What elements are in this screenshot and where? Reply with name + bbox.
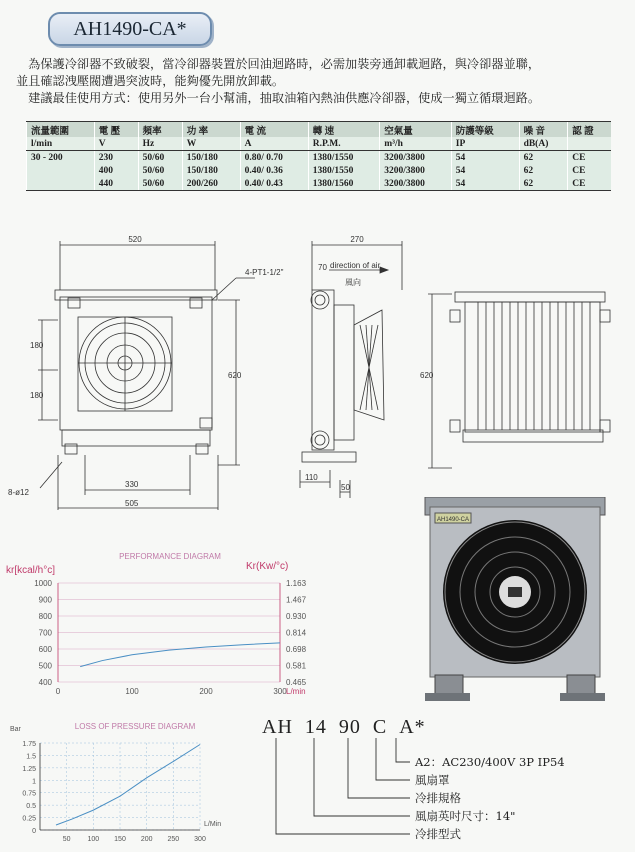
unit-cell: Hz xyxy=(138,137,182,151)
dim-label: 70 xyxy=(318,263,327,272)
chart-title: LOSS OF PRESSURE DIAGRAM xyxy=(74,722,196,731)
y-right-tick-label: 0.581 xyxy=(286,661,307,671)
x-axis-label: L/min xyxy=(286,687,306,696)
table-cell: 62 xyxy=(519,151,568,165)
spec-header-row xyxy=(27,122,612,138)
table-cell: 3200/3800 xyxy=(380,151,452,165)
header-cell: 電 流 xyxy=(240,122,308,138)
y-tick-label: 1.75 xyxy=(22,741,36,748)
dim-label: 180 xyxy=(30,391,44,400)
spec-table xyxy=(26,121,611,191)
table-cell: 54 xyxy=(451,164,519,177)
pressure-loss-chart xyxy=(0,715,230,845)
table-cell xyxy=(27,164,95,177)
table-cell: CE xyxy=(568,164,611,177)
table-cell: CE xyxy=(568,177,611,191)
model-legend-line: 風扇英吋尺寸：14" xyxy=(415,809,516,823)
dim-label: 180 xyxy=(30,341,44,350)
y-axis-left-label: kr[kcal/h°c] xyxy=(6,565,56,576)
y-tick-label: 0.75 xyxy=(22,790,36,798)
model-legend-line: 風扇罩 xyxy=(415,773,450,787)
x-axis-label: L/Min xyxy=(204,821,222,828)
y-right-tick-label: 1.163 xyxy=(286,579,307,588)
unit-cell: dB(A) xyxy=(519,137,568,151)
x-tick-label: 250 xyxy=(167,836,180,843)
table-cell: 62 xyxy=(519,164,568,177)
technical-drawing xyxy=(0,230,635,515)
header-cell: 功 率 xyxy=(182,122,240,138)
y-tick-label: 700 xyxy=(38,628,52,638)
spec-unit-row xyxy=(27,137,612,151)
y-right-tick-label: 0.465 xyxy=(286,678,307,687)
header-cell: 流量範圍 xyxy=(27,122,95,138)
table-cell: 3200/3800 xyxy=(380,164,452,177)
table-cell: 1380/1560 xyxy=(308,177,380,191)
series-line xyxy=(80,643,280,667)
table-cell: 200/260 xyxy=(182,177,240,191)
unit-cell: W xyxy=(182,137,240,151)
unit-cell: R.P.M. xyxy=(308,137,380,151)
unit-cell: m³/h xyxy=(380,137,452,151)
dim-label: 620 xyxy=(228,371,242,380)
table-cell: 54 xyxy=(451,177,519,191)
y-tick-label: 500 xyxy=(38,661,52,671)
x-tick-label: 200 xyxy=(199,687,213,696)
x-tick-label: 300 xyxy=(194,836,206,843)
table-row xyxy=(27,151,612,165)
y-axis-label: Bar xyxy=(10,726,21,733)
table-cell: 1380/1550 xyxy=(308,164,380,177)
dim-label: 風向 xyxy=(345,278,361,287)
performance-chart xyxy=(0,545,330,705)
y-tick-label: 800 xyxy=(38,612,52,621)
table-cell: 1380/1550 xyxy=(308,151,380,165)
dim-label: direction of air xyxy=(330,261,381,270)
table-cell: 54 xyxy=(451,151,519,165)
table-cell xyxy=(27,177,95,191)
y-tick-label: 1.25 xyxy=(22,765,36,773)
y-right-tick-label: 0.698 xyxy=(286,645,307,654)
header-cell: 電 壓 xyxy=(94,122,138,138)
table-cell: 150/180 xyxy=(182,151,240,165)
dim-label: 520 xyxy=(128,235,142,244)
model-part: 90 xyxy=(338,716,361,738)
dim-label: 50 xyxy=(341,483,350,492)
table-row xyxy=(27,177,612,191)
x-tick-label: 0 xyxy=(55,687,61,696)
table-cell: 50/60 xyxy=(138,177,182,191)
dim-label: 505 xyxy=(125,499,139,508)
y-right-tick-label: 0.930 xyxy=(286,612,307,621)
table-cell: 0.80/ 0.70 xyxy=(240,151,308,165)
dim-label: 8-ø12 xyxy=(8,488,29,497)
header-cell: 空氣量 xyxy=(380,122,452,138)
model-part: C xyxy=(372,716,388,738)
x-tick-label: 150 xyxy=(114,836,126,843)
table-cell: 3200/3800 xyxy=(380,177,452,191)
table-cell: 440 xyxy=(94,177,138,191)
header-cell: 頻率 xyxy=(138,122,182,138)
unit-cell xyxy=(568,137,611,151)
unit-cell: l/min xyxy=(27,137,95,151)
header-cell: 防護等級 xyxy=(451,122,519,138)
dim-label: 110 xyxy=(305,473,318,482)
dim-label: 270 xyxy=(350,235,364,244)
unit-cell: A xyxy=(240,137,308,151)
model-code xyxy=(262,716,426,739)
product-photo xyxy=(415,497,615,712)
table-cell: 50/60 xyxy=(138,151,182,165)
model-legend-line: 冷排型式 xyxy=(415,827,461,841)
table-cell: 0.40/ 0.43 xyxy=(240,177,308,191)
y-tick-label: 1000 xyxy=(34,579,52,588)
y-right-tick-label: 1.467 xyxy=(286,595,307,605)
y-axis-right-label: Kr(Kw/°c) xyxy=(246,561,289,572)
x-tick-label: 300 xyxy=(273,687,287,696)
intro-line: 並且確認洩壓閥遭遇突波時，能夠優先開放卸載。 xyxy=(16,74,285,88)
table-cell: 150/180 xyxy=(182,164,240,177)
header-cell: 噪 音 xyxy=(519,122,568,138)
table-cell: 400 xyxy=(94,164,138,177)
table-cell: CE xyxy=(568,151,611,165)
table-cell: 50/60 xyxy=(138,164,182,177)
x-tick-label: 50 xyxy=(62,836,71,843)
model-legend-line: A2：AC230/400V 3P IP54 xyxy=(415,755,565,769)
x-tick-label: 200 xyxy=(140,836,153,843)
dim-label: 330 xyxy=(125,480,139,489)
y-tick-label: 600 xyxy=(38,645,52,654)
y-tick-label: 0.5 xyxy=(26,803,36,811)
y-tick-label: 900 xyxy=(38,595,52,605)
table-cell: 230 xyxy=(94,151,138,165)
x-tick-label: 100 xyxy=(87,836,100,843)
model-code-leader-lines xyxy=(262,738,422,848)
y-tick-label: 400 xyxy=(38,678,52,687)
header-cell: 認 證 xyxy=(568,122,611,138)
intro-text xyxy=(16,56,621,107)
dim-label: 4-PT1-1/2" xyxy=(245,268,284,277)
y-tick-label: 1.5 xyxy=(26,753,36,761)
x-tick-label: 100 xyxy=(125,687,139,696)
unit-cell: V xyxy=(94,137,138,151)
model-part: AH xyxy=(262,716,293,738)
table-row xyxy=(27,164,612,177)
intro-line: 為保護冷卻器不致破裂，當冷卻器裝置於回油迴路時，必需加裝旁通卸載迴路，與冷卻器並聯， xyxy=(16,57,541,71)
model-part: 14 xyxy=(304,716,327,738)
y-right-tick-label: 0.814 xyxy=(286,628,307,638)
y-tick-label: 0.25 xyxy=(22,815,36,823)
photo-label: AH1490-CA xyxy=(436,517,470,523)
y-tick-label: 0 xyxy=(32,828,36,835)
table-cell: 62 xyxy=(519,177,568,191)
chart-title: PERFORMANCE DIAGRAM xyxy=(119,552,221,561)
table-cell: 30 - 200 xyxy=(27,151,95,165)
intro-line: 建議最佳使用方式：使用另外一台小幫浦，抽取油箱內熱油供應冷卻器，使成一獨立循環迴路。 xyxy=(16,91,541,105)
model-part: A* xyxy=(399,716,426,738)
series-line xyxy=(56,744,200,825)
y-tick-label: 1 xyxy=(32,778,36,786)
dim-label: 620 xyxy=(420,371,434,380)
unit-cell: IP xyxy=(451,137,519,151)
header-cell: 轉 速 xyxy=(308,122,380,138)
table-cell: 0.40/ 0.36 xyxy=(240,164,308,177)
model-legend-line: 冷排規格 xyxy=(415,791,461,805)
product-title: AH1490-CA* xyxy=(48,12,212,46)
